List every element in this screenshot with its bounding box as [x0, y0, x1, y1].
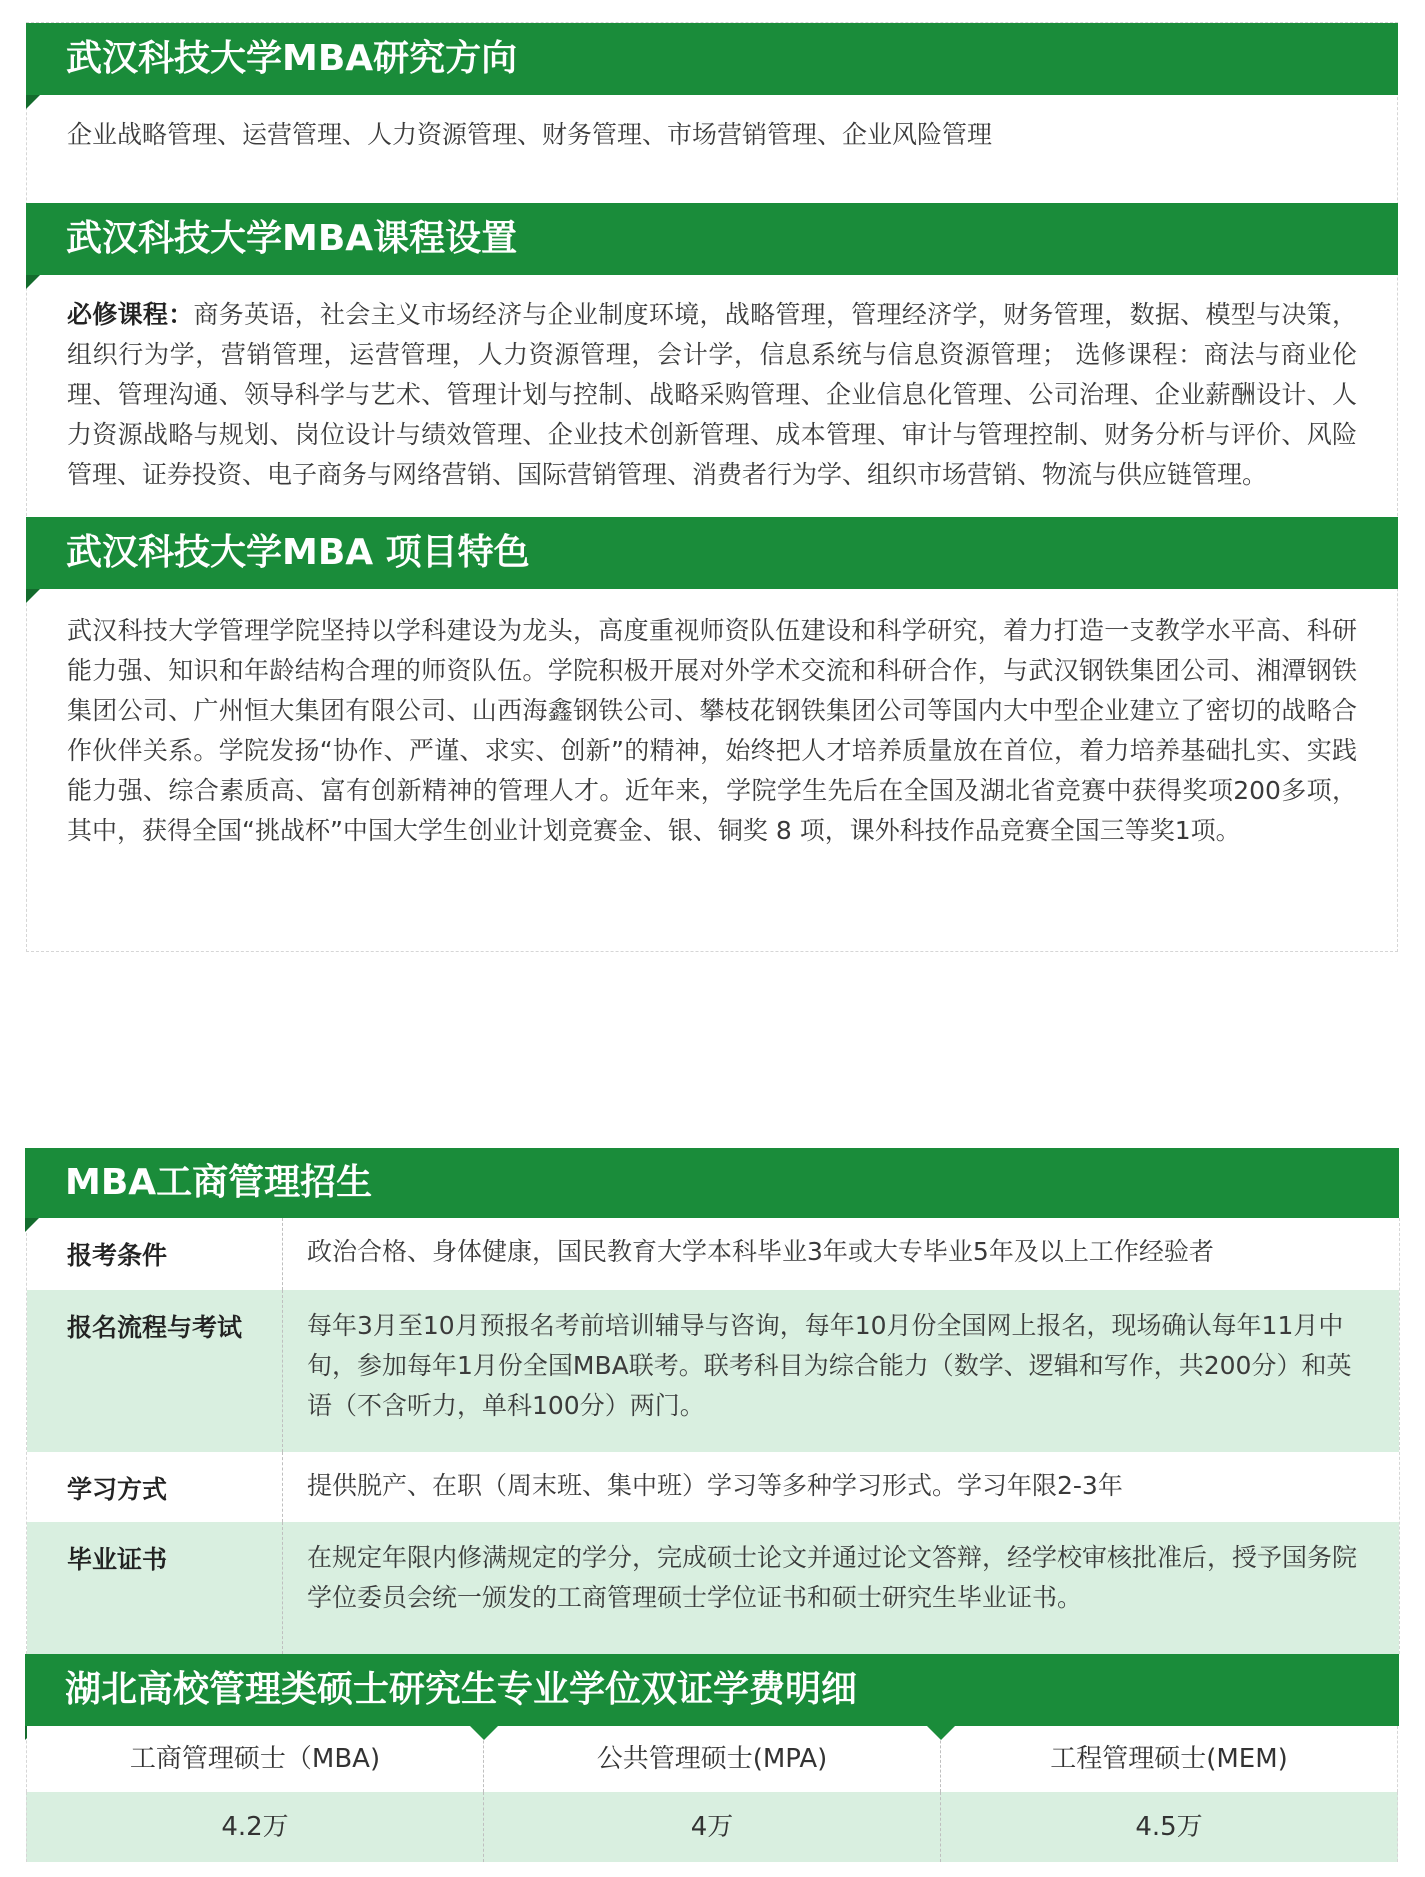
- research-section: [27, 23, 1397, 203]
- admissions-section: [26, 1148, 1398, 1654]
- fee-column-mpa: [484, 1726, 941, 1792]
- features-section: [27, 517, 1397, 881]
- table-row: [27, 1290, 1399, 1452]
- fee-column-mpa-label: 公共管理硕士(MPA): [596, 1744, 828, 1774]
- notch-marker: [927, 1726, 955, 1740]
- row-value: 政治合格、身体健康，国民教育大学本科毕业3年或大专毕业5年及以上工作经验者: [307, 1237, 1214, 1266]
- table-row: [27, 1452, 1399, 1522]
- required-label: 必修课程：: [67, 300, 194, 329]
- courses-section: [27, 203, 1397, 517]
- fee-column-mem: [941, 1726, 1397, 1792]
- features-text: 武汉科技大学管理学院坚持以学科建设为龙头，高度重视师资队伍建设和科学研究，着力打造一支教学水平高、科研能力强、知识和年龄结构合理的师资队伍。学院积极开展对外学术交流和科研合作，与武汉钢铁集团公司、湘潭钢铁集团公司、广州恒大集团有限公司、山西海鑫钢铁公司、攀枝花钢铁集团公司等国内大中型企业建立了密切的战略合作伙伴关系。学院发扬“协作、严谨、求实、创新”的精神，始终把人才培养质量放在首位，着力培养基础扎实、实践能力强、综合素质高、富有创新精神的管理人才。近年来，学院学生先后在全国及湖北省竞赛中获得奖项200多项，其中，获得全国“挑战杯”中国大学生创业计划竞赛金、银、铜奖 8 项，课外科技作品竞赛全国三等奖1项。: [67, 616, 1357, 845]
- row-label: 毕业证书: [27, 1522, 283, 1654]
- fees-header-row: [26, 1726, 1398, 1792]
- courses-text: [27, 275, 1397, 517]
- row-label: 报考条件: [27, 1218, 283, 1290]
- row-value: 每年3月至10月预报名考前培训辅导与咨询，每年10月份全国网上报名，现场确认每年11月中旬，参加每年1月份全国MBA联考。联考科目为综合能力（数学、逻辑和写作，共200分）和英语（不含听力，单科100分）两门。: [307, 1311, 1352, 1420]
- fees-value-row: [26, 1792, 1398, 1862]
- fee-value-mpa: 4万: [484, 1792, 941, 1862]
- table-row: [27, 1218, 1399, 1290]
- row-value: 在规定年限内修满规定的学分，完成硕士论文并通过论文答辩，经学校审核批准后，授予国务院学位委员会统一颁发的工商管理硕士学位证书和硕士研究生毕业证书。: [307, 1543, 1358, 1612]
- research-text: 企业战略管理、运营管理、人力资源管理、财务管理、市场营销管理、企业风险管理: [67, 120, 993, 149]
- fee-column-mba: 工商管理硕士（MBA): [27, 1726, 484, 1792]
- fees-section: [26, 1654, 1398, 1862]
- courses-title: 武汉科技大学MBA课程设置: [26, 203, 1398, 275]
- table-row: [27, 1522, 1399, 1654]
- courses-body: 商务英语，社会主义市场经济与企业制度环境，战略管理，管理经济学，财务管理，数据、模型与决策，组织行为学，营销管理，运营管理，人力资源管理，会计学，信息系统与信息资源管理； 选修课程：商法与商业伦理、管理沟通、领导科学与艺术、管理计划与控制、战略采购管理、企业信息化管理、公司治理、企业薪酬设计、人力资源战略与规划、岗位设计与绩效管理、企业技术创新管理、成本管理、审计与管理控制、财务分析与评价、风险管理、证券投资、电子商务与网络营销、国际营销管理、消费者行为学、组织市场营销、物流与供应链管理。: [67, 300, 1357, 489]
- admissions-title: MBA工商管理招生: [25, 1148, 1399, 1218]
- row-label: 报名流程与考试: [27, 1290, 283, 1452]
- program-info-panel: [26, 22, 1398, 952]
- row-label: 学习方式: [27, 1452, 283, 1522]
- fees-title: 湖北高校管理类硕士研究生专业学位双证学费明细: [25, 1654, 1399, 1726]
- features-title: 武汉科技大学MBA 项目特色: [26, 517, 1398, 589]
- admissions-panel: [26, 1148, 1398, 1866]
- fee-column-mem-label: 工程管理硕士(MEM): [1050, 1744, 1288, 1774]
- row-value: 提供脱产、在职（周末班、集中班）学习等多种学习形式。学习年限2-3年: [307, 1471, 1123, 1500]
- notch-marker: [470, 1726, 498, 1740]
- admissions-table: [26, 1218, 1400, 1654]
- research-title: 武汉科技大学MBA研究方向: [26, 23, 1398, 95]
- fee-value-mba: 4.2万: [27, 1792, 484, 1862]
- fee-value-mem: 4.5万: [1135, 1812, 1203, 1842]
